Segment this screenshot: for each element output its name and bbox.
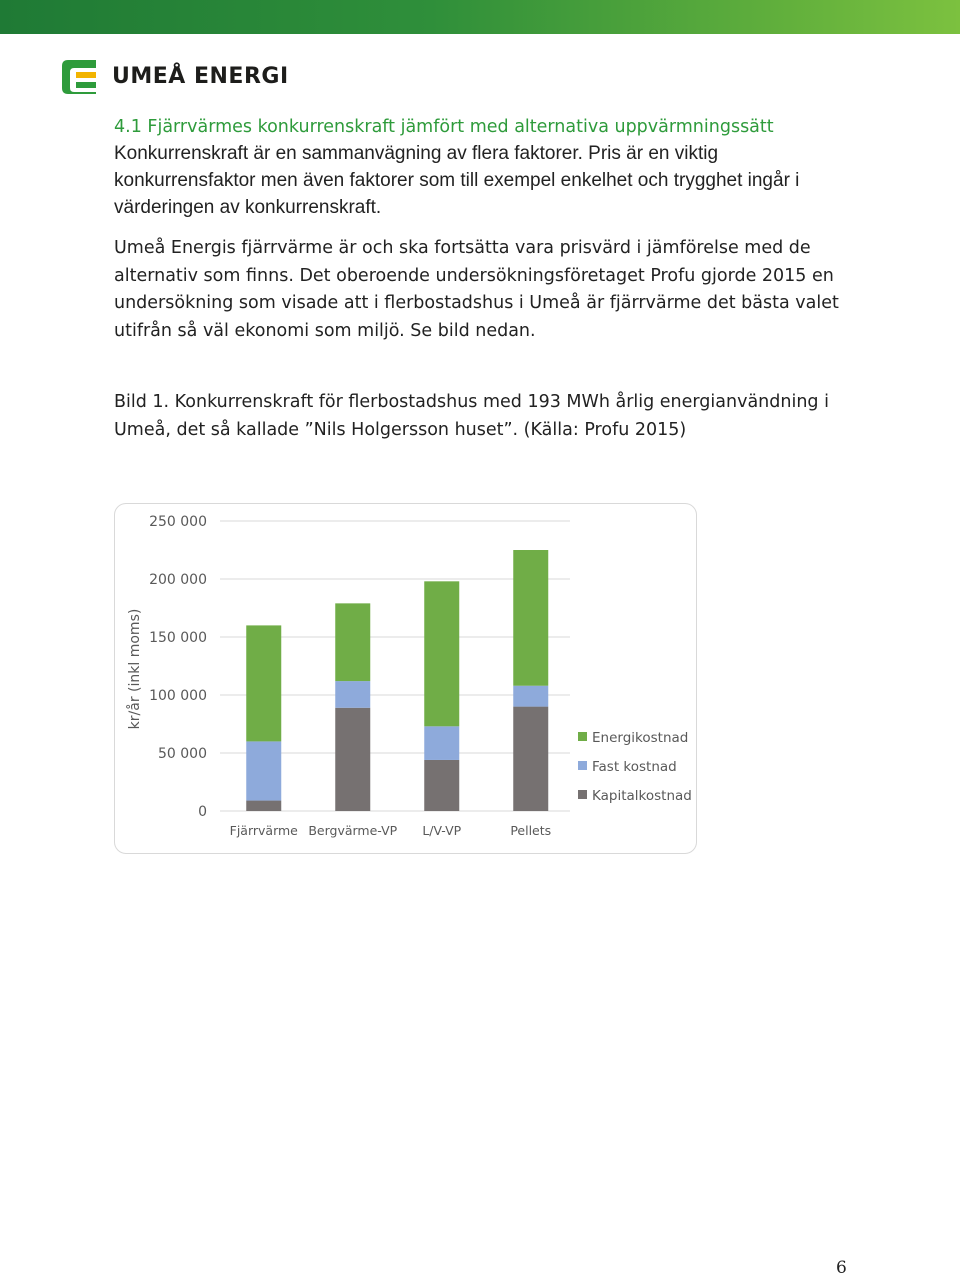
legend-swatch xyxy=(578,790,587,799)
bar-segment-energikostnad xyxy=(424,581,459,726)
legend-label: Kapitalkostnad xyxy=(592,788,692,804)
bar-segment-fast kostnad xyxy=(513,686,548,707)
y-tick-label: 100 000 xyxy=(149,688,207,704)
bar-segment-kapitalkostnad xyxy=(513,707,548,811)
y-tick-label: 250 000 xyxy=(149,514,207,530)
bars xyxy=(246,550,548,811)
brand-logo xyxy=(60,58,289,94)
legend-label: Fast kostnad xyxy=(592,759,677,775)
y-tick-label: 150 000 xyxy=(149,630,207,646)
page-number: 6 xyxy=(836,1258,847,1278)
intro-paragraph: Konkurrenskraft är en sammanvägning av flera faktorer. Pris är en viktig konkurrensfaktor men även faktorer som till exempel enkelhet och trygghet ingår i värderingen av konkurrenskraft. xyxy=(114,143,800,218)
y-axis-label: kr/år (inkl moms) xyxy=(127,608,143,730)
section-heading: 4.1 Fjärrvärmes konkurrenskraft jämfört med alternativa uppvärmningssätt xyxy=(114,117,774,137)
x-category-label: Pellets xyxy=(510,823,552,838)
y-tick-label: 200 000 xyxy=(149,572,207,588)
x-category-label: L/V-VP xyxy=(422,823,462,838)
legend-swatch xyxy=(578,761,587,770)
figure-caption: Bild 1. Konkurrenskraft för flerbostadshus med 193 MWh årlig energianvändning i Umeå, det så kallade ”Nils Holgersson huset”. (Källa: Profu 2015) xyxy=(114,392,829,440)
bar-segment-energikostnad xyxy=(513,550,548,686)
bar-segment-kapitalkostnad xyxy=(335,708,370,811)
bar-segment-kapitalkostnad xyxy=(424,760,459,811)
bar-segment-energikostnad xyxy=(335,603,370,681)
bar-segment-fast kostnad xyxy=(246,741,281,800)
bar-segment-energikostnad xyxy=(246,625,281,741)
profu-paragraph: Umeå Energis fjärrvärme är och ska fortsätta vara prisvärd i jämförelse med de alternativ som finns. Det oberoende undersökningsföretaget Profu gjorde 2015 en undersökning som visade att i flerbostadshus i Umeå är fjärrvärme det bästa valet utifrån så väl ekonomi som miljö. Se bild nedan. xyxy=(114,238,839,341)
legend xyxy=(578,730,692,804)
document-body xyxy=(114,114,854,444)
brand-name: UMEÅ ENERGI xyxy=(112,63,289,89)
x-category-label: Bergvärme-VP xyxy=(308,823,398,838)
cost-comparison-chart xyxy=(114,503,697,854)
y-tick-labels xyxy=(149,514,207,820)
y-tick-label: 0 xyxy=(198,804,207,820)
x-category-labels xyxy=(230,823,552,838)
bar-segment-fast kostnad xyxy=(424,726,459,760)
y-tick-label: 50 000 xyxy=(158,746,207,762)
bar-segment-kapitalkostnad xyxy=(246,801,281,811)
header-color-bar xyxy=(0,0,960,34)
legend-swatch xyxy=(578,732,587,741)
umea-energi-logo-icon xyxy=(60,58,98,94)
bar-segment-fast kostnad xyxy=(335,681,370,708)
chart-svg xyxy=(115,504,696,853)
legend-label: Energikostnad xyxy=(592,730,689,746)
x-category-label: Fjärrvärme xyxy=(229,823,298,838)
